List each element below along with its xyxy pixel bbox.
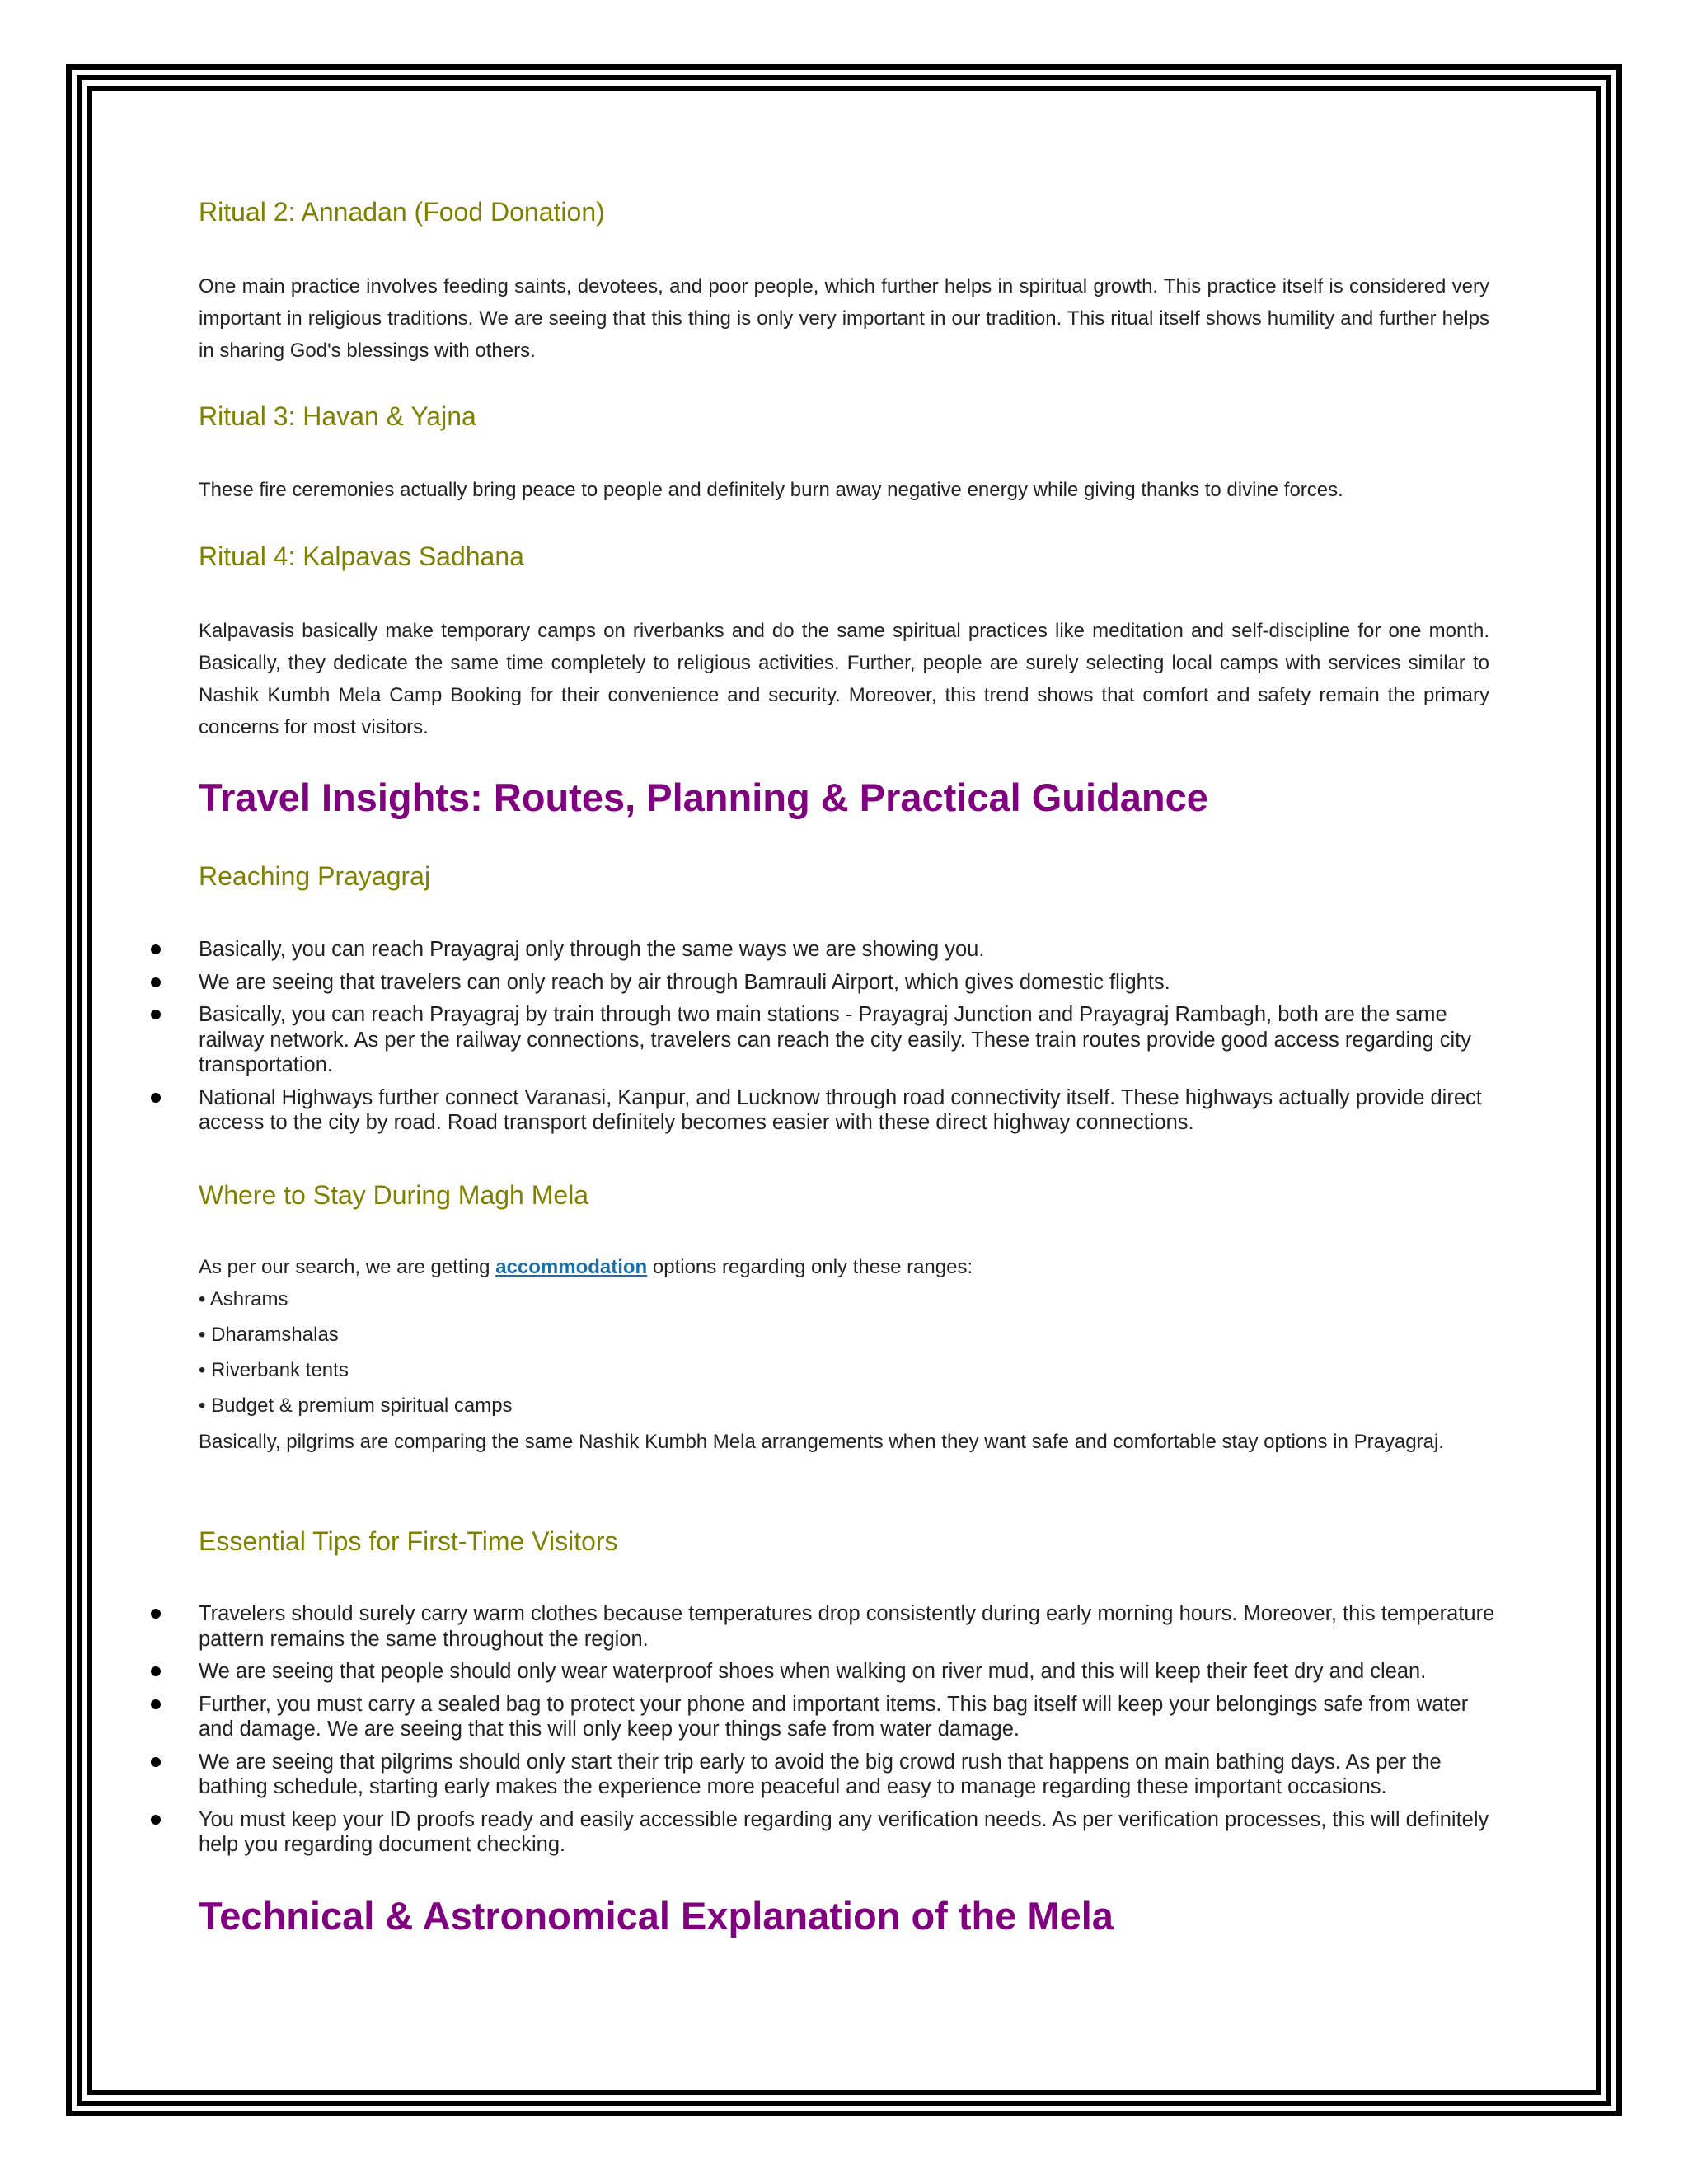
tips-heading: Essential Tips for First-Time Visitors xyxy=(199,1526,618,1556)
stay-option: • Riverbank tents xyxy=(199,1359,349,1381)
list-item: Further, you must carry a sealed bag to protect your phone and important items. This bag itself will keep your belongings safe from water and damage. We are seeing that this will only keep your things safe from water damage. xyxy=(199,1692,1501,1742)
bullet-icon xyxy=(151,1010,161,1019)
list-item: Basically, you can reach Prayagraj only through the same ways we are showing you. xyxy=(199,937,1501,963)
accommodation-link[interactable]: accommodation xyxy=(495,1256,648,1278)
ritual2-body: One main practice involves feeding saints, devotees, and poor people, which further helps in spiritual growth. This practice itself is considered very important in religious traditions. We are seeing that this thing is only very important in our tradition. This ritual itself shows humility and further helps in sharing God's blessings with others. xyxy=(199,275,1489,362)
bullet-icon xyxy=(151,944,161,954)
ritual4-body: Kalpavasis basically make temporary camps on riverbanks and do the same spiritual practices like meditation and self-discipline for one month. Basically, they dedicate the same time completely to religious activities. Further, people are surely selecting local camps with services similar to Nashik Kumbh Mela Camp Booking for their convenience and security. Moreover, this trend shows that comfort and safety remain the primary concerns for most visitors. xyxy=(199,620,1489,738)
list-item: National Highways further connect Varanasi, Kanpur, and Lucknow through road connectivity itself. These highways actually provide direct access to the city by road. Road transport definitely becomes easier with these direct highway connections. xyxy=(199,1085,1501,1136)
tips-list xyxy=(199,1601,1501,1865)
stay-outro: Basically, pilgrims are comparing the same Nashik Kumbh Mela arrangements when they want safe and comfortable stay options in Prayagraj. xyxy=(199,1431,1444,1453)
ritual2-heading: Ritual 2: Annadan (Food Donation) xyxy=(199,197,605,227)
stay-heading: Where to Stay During Magh Mela xyxy=(199,1180,589,1210)
bullet-icon xyxy=(151,977,161,987)
list-item: Basically, you can reach Prayagraj by train through two main stations - Prayagraj Junction and Prayagraj Rambagh, both are the same railway network. As per the railway connections, travelers can reach the city easily. These train routes provide good access regarding city transportation. xyxy=(199,1002,1501,1078)
stay-option: • Dharamshalas xyxy=(199,1324,339,1346)
reaching-heading: Reaching Prayagraj xyxy=(199,861,431,891)
stay-option: • Budget & premium spiritual camps xyxy=(199,1394,513,1417)
stay-option: • Ashrams xyxy=(199,1288,288,1310)
travel-insights-heading: Travel Insights: Routes, Planning & Practical Guidance xyxy=(199,776,1208,819)
bullet-icon xyxy=(151,1757,161,1767)
list-item: We are seeing that people should only wear waterproof shoes when walking on river mud, and this will keep their feet dry and clean. xyxy=(199,1659,1501,1685)
bullet-icon xyxy=(151,1699,161,1709)
bullet-icon xyxy=(151,1815,161,1825)
bullet-icon xyxy=(151,1666,161,1676)
technical-heading: Technical & Astronomical Explanation of the Mela xyxy=(199,1894,1114,1938)
stay-intro: As per our search, we are getting accommodation options regarding only these ranges: xyxy=(199,1256,973,1278)
ritual3-heading: Ritual 3: Havan & Yajna xyxy=(199,401,476,431)
list-item: Travelers should surely carry warm clothes because temperatures drop consistently during early morning hours. Moreover, this temperature pattern remains the same throughout the region. xyxy=(199,1601,1501,1652)
list-item: We are seeing that pilgrims should only start their trip early to avoid the big crowd rush that happens on main bathing days. As per the bathing schedule, starting early makes the experience more peaceful and easy to manage regarding these important occasions. xyxy=(199,1750,1501,1800)
bullet-icon xyxy=(151,1609,161,1619)
reaching-list xyxy=(199,937,1501,1143)
list-item: You must keep your ID proofs ready and easily accessible regarding any verification needs. As per verification processes, this will definitely help you regarding document checking. xyxy=(199,1807,1501,1858)
list-item: We are seeing that travelers can only reach by air through Bamrauli Airport, which gives domestic flights. xyxy=(199,970,1501,996)
ritual3-body: These fire ceremonies actually bring peace to people and definitely burn away negative energy while giving thanks to divine forces. xyxy=(199,479,1343,501)
ritual4-heading: Ritual 4: Kalpavas Sadhana xyxy=(199,541,524,571)
bullet-icon xyxy=(151,1093,161,1103)
